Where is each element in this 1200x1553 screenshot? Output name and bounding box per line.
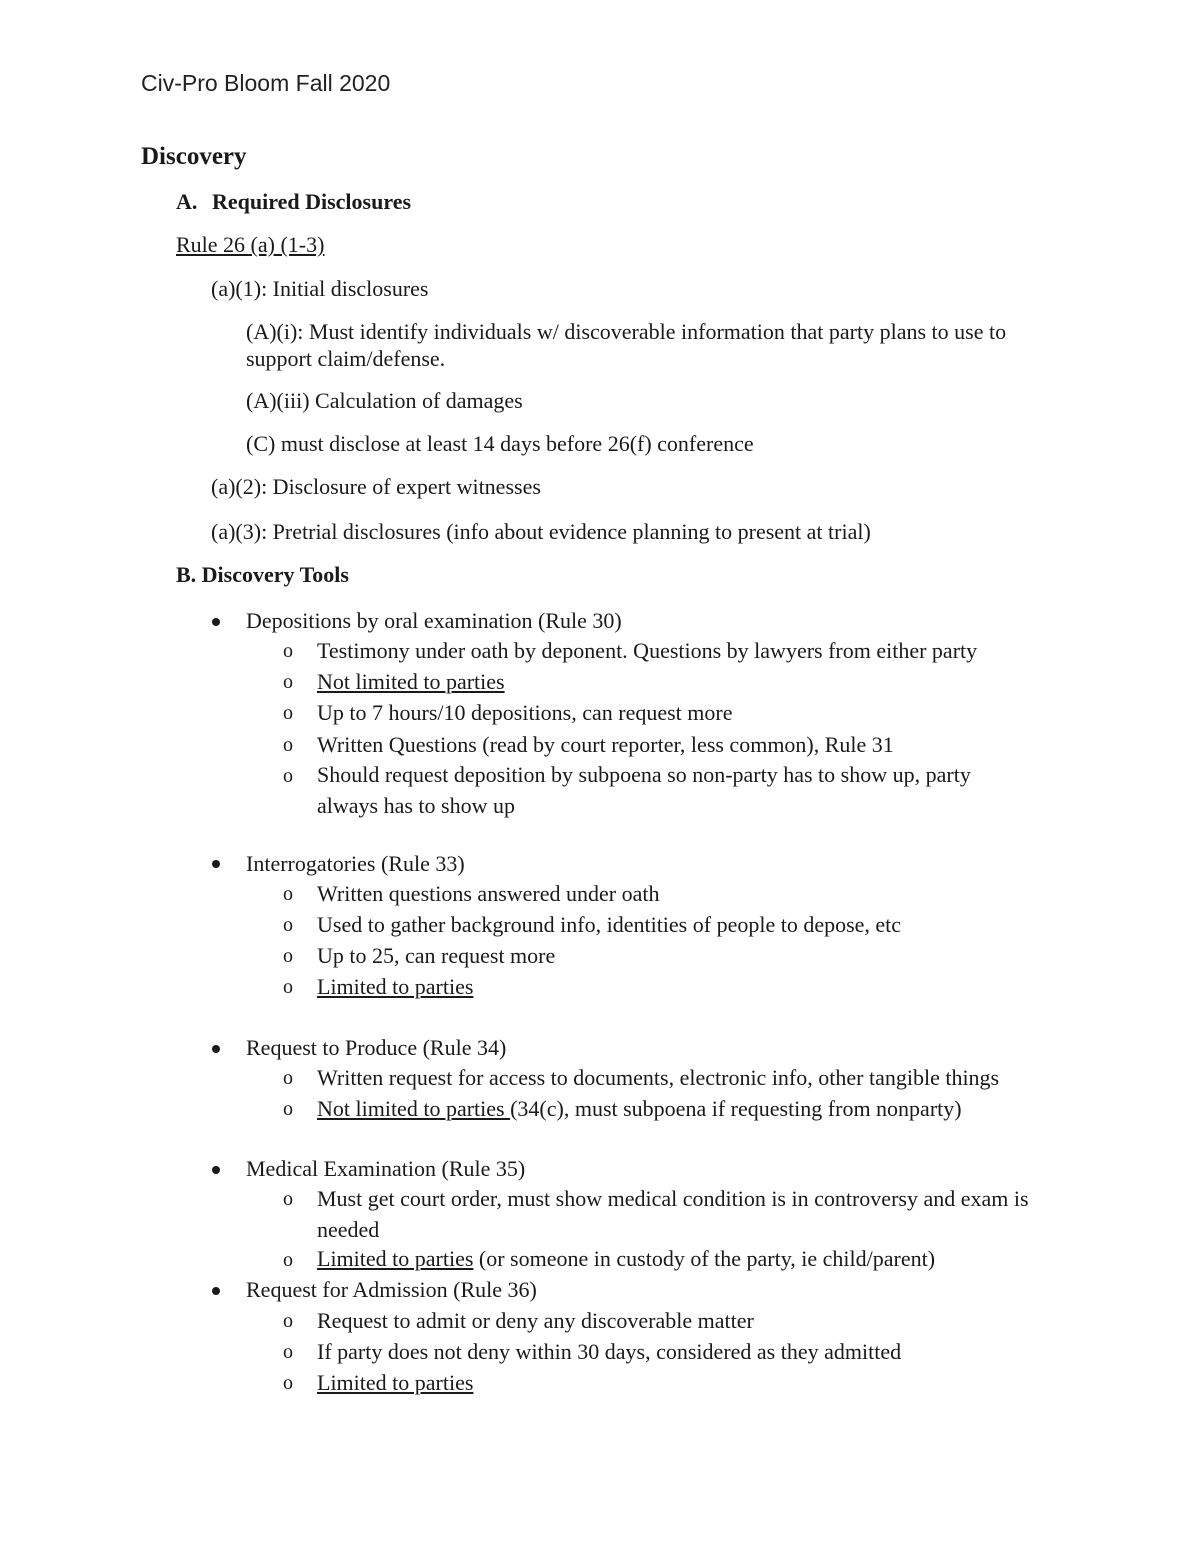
tool-item: Written request for access to documents, electronic info, other tangible things <box>317 1065 1000 1090</box>
tool-item: Written questions answered under oath <box>317 881 660 906</box>
item-rest-text: (34(c), must subpoena if requesting from nonparty) <box>510 1096 962 1121</box>
sub-bullet-icon: o <box>283 945 293 967</box>
bullet-icon <box>212 860 220 868</box>
bullet-icon <box>212 618 220 626</box>
bullet-icon <box>212 1045 220 1053</box>
tool-item: Written Questions (read by court reporter, less common), Rule 31 <box>317 732 894 757</box>
tool-item: Must get court order, must show medical condition is in controversy and exam is needed <box>317 1186 1029 1242</box>
section-a-heading <box>176 189 411 215</box>
sub-bullet-icon: o <box>283 1372 293 1394</box>
sub-bullet-icon: o <box>283 976 293 998</box>
tool-item: Up to 25, can request more <box>317 943 556 968</box>
sub-bullet-icon: o <box>283 1098 293 1120</box>
bullet-icon <box>212 1166 220 1174</box>
item-rest-text: (or someone in custody of the party, ie child/parent) <box>473 1246 936 1271</box>
tool-item-underlined: Limited to parties <box>317 1370 474 1395</box>
sub-bullet-icon: o <box>283 765 293 787</box>
sub-bullet-icon: o <box>283 1310 293 1332</box>
disclosure-a1-item: (C) must disclose at least 14 days before 26(f) conference <box>246 431 754 456</box>
disclosure-a1: (a)(1): Initial disclosures <box>211 276 429 301</box>
sub-bullet-icon: o <box>283 702 293 724</box>
tool-item: Used to gather background info, identities of people to depose, etc <box>317 912 902 937</box>
tool-item: Testimony under oath by deponent. Questions by lawyers from either party <box>317 638 978 663</box>
sub-bullet-icon: o <box>283 1188 293 1210</box>
tool-item: Up to 7 hours/10 depositions, can request more <box>317 700 733 725</box>
disclosure-a2: (a)(2): Disclosure of expert witnesses <box>211 474 541 499</box>
section-b-heading: B. Discovery Tools <box>176 562 349 587</box>
tool-title: Request to Produce (Rule 34) <box>246 1035 507 1060</box>
sub-bullet-icon: o <box>283 734 293 756</box>
tool-title: Medical Examination (Rule 35) <box>246 1156 526 1181</box>
tool-item <box>317 1246 935 1272</box>
section-a-label: A. <box>176 189 198 214</box>
tool-title: Request for Admission (Rule 36) <box>246 1277 537 1302</box>
tool-item: Request to admit or deny any discoverable matter <box>317 1308 754 1333</box>
underlined-text: Limited to parties <box>317 1246 474 1271</box>
disclosure-a3: (a)(3): Pretrial disclosures (info about evidence planning to present at trial) <box>211 519 871 544</box>
sub-bullet-icon: o <box>283 1249 293 1271</box>
bullet-icon <box>212 1287 220 1295</box>
sub-bullet-icon: o <box>283 1341 293 1363</box>
page-title: Discovery <box>141 143 247 170</box>
tool-item: If party does not deny within 30 days, considered as they admitted <box>317 1339 902 1364</box>
tool-item: Should request deposition by subpoena so non-party has to show up, party always has to show up <box>317 762 971 818</box>
sub-bullet-icon: o <box>283 671 293 693</box>
tool-item-underlined: Not limited to parties <box>317 669 505 694</box>
sub-bullet-icon: o <box>283 914 293 936</box>
tool-title: Depositions by oral examination (Rule 30) <box>246 608 622 633</box>
disclosure-a1-item: (A)(i): Must identify individuals w/ discoverable information that party plans to use to support claim/defense. <box>246 319 1007 371</box>
page-header: Civ-Pro Bloom Fall 2020 <box>141 70 391 96</box>
sub-bullet-icon: o <box>283 883 293 905</box>
tool-title: Interrogatories (Rule 33) <box>246 851 465 876</box>
underlined-text: Not limited to parties <box>317 1096 511 1121</box>
sub-bullet-icon: o <box>283 1067 293 1089</box>
rule-reference: Rule 26 (a) (1-3) <box>176 232 325 257</box>
section-a-title: Required Disclosures <box>212 189 412 214</box>
disclosure-a1-item: (A)(iii) Calculation of damages <box>246 388 523 413</box>
sub-bullet-icon: o <box>283 640 293 662</box>
tool-item-underlined: Limited to parties <box>317 974 474 999</box>
tool-item <box>317 1096 962 1122</box>
